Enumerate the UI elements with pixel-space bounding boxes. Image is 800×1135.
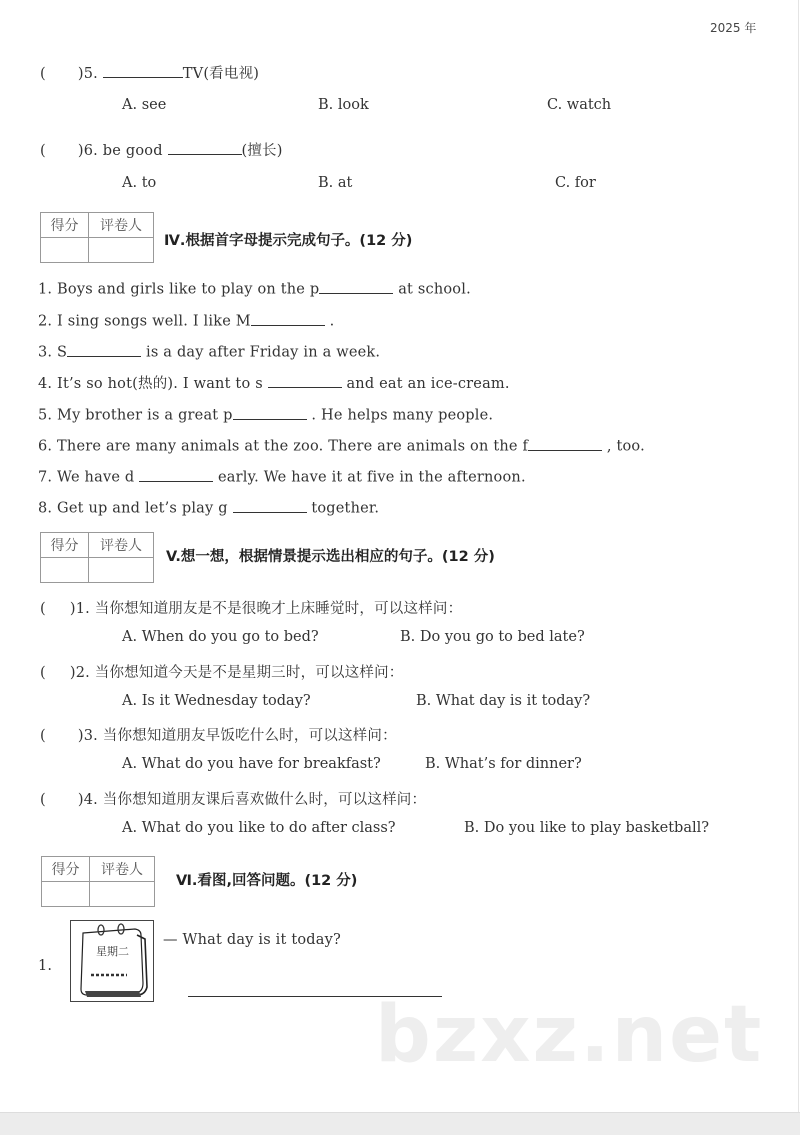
sentence-6: 6. There are many animals at the zoo. There are animals on the f , too. — [38, 435, 645, 455]
situation-question-1: ( )1. 当你想知道朋友是不是很晚才上床睡觉时，可以这样问： — [40, 601, 463, 617]
situation-question-4: ( )4. 当你想知道朋友课后喜欢做什么时，可以这样问： — [40, 792, 427, 808]
grader-cell[interactable] — [89, 558, 154, 583]
question-5: ( )5. TV(看电视) — [40, 62, 259, 83]
sentence-1: 1. Boys and girls like to play on the p at school. — [38, 278, 471, 298]
option-b: B. Do you go to bed late? — [400, 629, 585, 645]
option-a: A. What do you like to do after class? — [122, 820, 396, 836]
answer-blank[interactable] — [319, 278, 393, 294]
option-a: A. to — [122, 175, 157, 191]
score-table — [40, 212, 154, 263]
score-header: 得分 — [41, 213, 89, 238]
answer-blank[interactable] — [268, 373, 342, 389]
score-header: 得分 — [42, 857, 90, 882]
sentence-4: 4. It’s so hot(热的). I want to s and eat an ice-cream. — [38, 372, 510, 393]
svg-text:星期二: 星期二 — [96, 945, 129, 958]
grader-cell[interactable] — [89, 238, 154, 263]
option-a: A. see — [122, 97, 167, 113]
answer-blank[interactable] — [251, 310, 325, 326]
answer-blank[interactable] — [103, 63, 183, 79]
answer-blank[interactable] — [168, 140, 242, 156]
score-cell[interactable] — [41, 558, 89, 583]
grader-header: 评卷人 — [89, 213, 154, 238]
answer-blank[interactable] — [233, 404, 307, 420]
option-a: A. Is it Wednesday today? — [122, 693, 311, 709]
option-a: A. When do you go to bed? — [122, 629, 319, 645]
situation-question-2: ( )2. 当你想知道今天是不是星期三时，可以这样问： — [40, 665, 404, 681]
answer-blank[interactable] — [139, 466, 213, 482]
option-b: B. Do you like to play basketball? — [464, 820, 710, 836]
sentence-5: 5. My brother is a great p . He helps many people. — [38, 404, 493, 424]
answer-blank[interactable] — [67, 341, 141, 357]
score-header: 得分 — [41, 533, 89, 558]
sentence-3: 3. S is a day after Friday in a week. — [38, 341, 380, 361]
score-cell[interactable] — [41, 238, 89, 263]
score-table — [41, 856, 155, 907]
page-gap — [0, 1112, 800, 1135]
answer-blank[interactable] — [233, 497, 307, 513]
calendar-picture — [70, 920, 154, 1002]
question-6: ( )6. be good (擅长) — [40, 139, 283, 160]
sentence-2: 2. I sing songs well. I like M . — [38, 310, 334, 330]
answer-blank[interactable] — [528, 435, 602, 451]
sentence-7: 7. We have d early. We have it at five in the afternoon. — [38, 466, 526, 486]
option-b: B. What day is it today? — [416, 693, 591, 709]
option-b: B. look — [318, 97, 369, 113]
grader-header: 评卷人 — [90, 857, 155, 882]
grader-header: 评卷人 — [89, 533, 154, 558]
score-table — [40, 532, 154, 583]
section-5-title: V.想一想，根据情景提示选出相应的句子。(12 分) — [166, 549, 495, 565]
option-c: C. watch — [547, 97, 612, 113]
option-c: C. for — [555, 175, 596, 191]
calendar-icon — [71, 921, 153, 1001]
section-4-title: Ⅳ.根据首字母提示完成句子。(12 分) — [164, 233, 413, 249]
grader-cell[interactable] — [90, 882, 155, 907]
score-cell[interactable] — [42, 882, 90, 907]
watermark: bzxz.net — [375, 990, 764, 1080]
section-6-title: Ⅵ.看图,回答问题。(12 分) — [176, 873, 358, 889]
year-label: 2025 年 — [710, 21, 757, 35]
picture-question-number: 1. — [38, 958, 53, 974]
option-a: A. What do you have for breakfast? — [122, 756, 381, 772]
situation-question-3: ( )3. 当你想知道朋友早饭吃什么时，可以这样问： — [40, 728, 397, 744]
picture-question-text: — What day is it today? — [163, 932, 341, 948]
sentence-8: 8. Get up and let’s play g together. — [38, 497, 379, 517]
option-b: B. What’s for dinner? — [425, 756, 582, 772]
option-b: B. at — [318, 175, 353, 191]
